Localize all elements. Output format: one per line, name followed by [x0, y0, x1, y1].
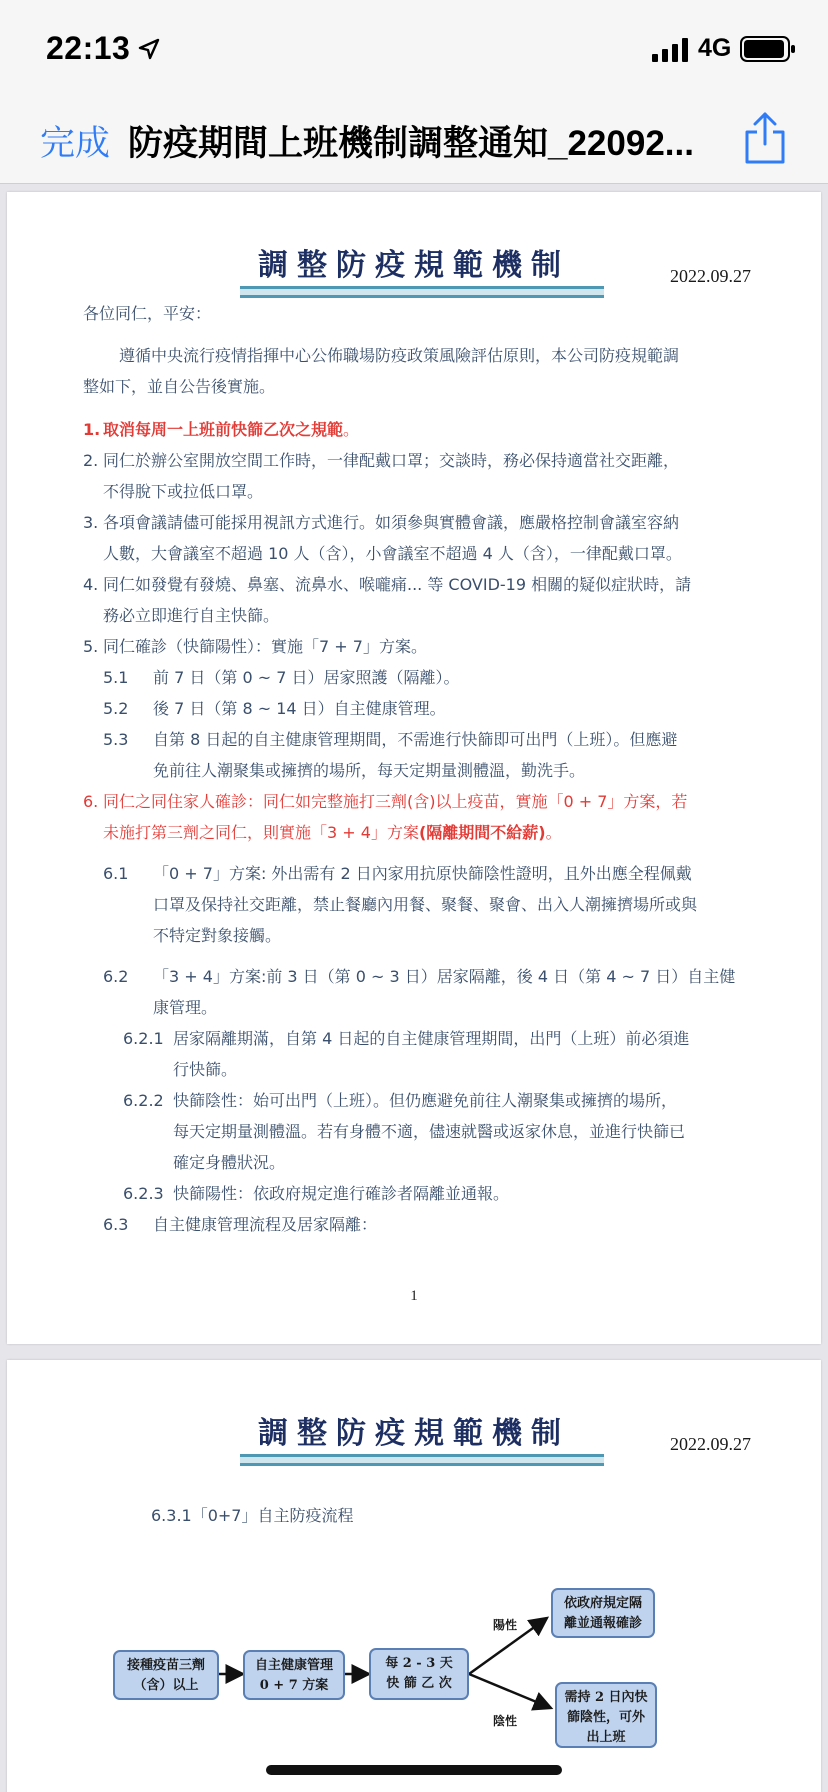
flow-step-text: 接種疫苗三劑: [126, 1658, 205, 1673]
subitem-number: 6.1: [103, 864, 129, 883]
item-number: 6.: [83, 792, 99, 811]
item-6-line-2: [103, 817, 562, 848]
flow-step-report-positive: [551, 1588, 655, 1638]
flow-step-text: 出上班: [586, 1730, 626, 1745]
subitem-5-3-line-1: 自第 8 日起的自主健康管理期間，不需進行快篩即可出門（上班）。但應避: [153, 730, 678, 749]
subitem-6-2-2-line-3: 確定身體狀況。: [173, 1153, 286, 1172]
location-arrow-icon: [138, 38, 160, 60]
document-date: 2022.09.27: [670, 1434, 751, 1454]
flow-subheading: 6.3.1「0+7」自主防疫流程: [151, 1506, 354, 1525]
flow-step-vaccinated: [113, 1650, 219, 1700]
item-6-end: 。: [545, 823, 562, 842]
subitem-6-2-2-line-1: 快篩陰性：始可出門（上班）。但仍應避免前往人潮聚集或擁擠的場所，: [173, 1091, 678, 1110]
subitem-number: 6.2.2: [123, 1091, 164, 1110]
flow-label-negative: 陰性: [493, 1714, 518, 1728]
page-title: 調整防疫規範機制: [258, 1416, 570, 1451]
flow-step-text: 離並通報確診: [563, 1616, 642, 1631]
subitem-6-3: 自主健康管理流程及居家隔離：: [153, 1215, 378, 1234]
flow-step-text: （含）以上: [133, 1678, 199, 1693]
subitem-number: 5.2: [103, 699, 129, 718]
subitem-5-3-line-2: 免前往人潮聚集或擁擠的場所，每天定期量測體溫，勤洗手。: [153, 761, 586, 780]
flow-step-text: 快 篩 乙 次: [386, 1676, 452, 1691]
item-1: [103, 414, 359, 445]
document-page-2: [7, 1360, 821, 1792]
home-indicator[interactable]: [266, 1765, 562, 1775]
flow-step-self-health: [243, 1650, 345, 1700]
document-page-1: [7, 192, 821, 1344]
subitem-6-1-line-2: 口罩及保持社交距離，禁止餐廳內用餐、聚餐、聚會、出入人潮擁擠場所或與: [153, 895, 698, 914]
status-time: 22:13: [46, 30, 131, 66]
item-2-line-2: 不得脫下或拉低口罩。: [103, 482, 264, 501]
item-6-line-2a: 未施打第三劑之同仁，則實施「3 + 4」方案: [103, 823, 419, 842]
subitem-6-1-line-3: 不特定對象接觸。: [153, 926, 282, 945]
subitem-number: 5.3: [103, 730, 129, 749]
subitem-number: 6.2: [103, 967, 129, 986]
subitem-6-2-3: 快篩陽性：依政府規定進行確診者隔離並通報。: [173, 1184, 510, 1203]
item-6-no-pay: (隔離期間不給薪): [418, 823, 546, 842]
intro-line-1: 遵循中央流行疫情指揮中心公佈職場防疫政策風險評估原則，本公司防疫規範調: [119, 346, 680, 365]
subitem-6-2-line-1: 「3 + 4」方案:前 3 日（第 0 ~ 3 日）居家隔離，後 4 日（第 4 ~ 7 日）自主健: [153, 967, 736, 986]
item-number: 3.: [83, 513, 99, 532]
flow-step-negative-go-out: [555, 1682, 657, 1748]
subitem-6-2-line-2: 康管理。: [153, 998, 218, 1017]
done-button[interactable]: 完成: [40, 124, 111, 163]
subitem-number: 5.1: [103, 668, 129, 687]
subitem-number: 6.2.3: [123, 1184, 164, 1203]
document-title: 防疫期間上班機制調整通知_22092...: [128, 124, 694, 163]
page-number: 1: [410, 1288, 418, 1304]
flow-step-text: 自主健康管理: [254, 1658, 333, 1673]
subitem-6-2-2-line-2: 每天定期量測體溫。若有身體不適，儘速就醫或返家休息，並進行快篩已: [173, 1122, 686, 1141]
status-bar: [0, 0, 828, 96]
flow-label-positive: 陽性: [493, 1618, 518, 1632]
battery-icon: [740, 36, 796, 62]
network-type: 4G: [698, 34, 732, 62]
item-6-line-1: 同仁之同住家人確診：同仁如完整施打三劑(含)以上疫苗，實施「0 + 7」方案，若: [103, 792, 688, 811]
document-date: 2022.09.27: [670, 266, 751, 286]
subitem-number: 6.2.1: [123, 1029, 164, 1048]
flow-step-text: 每 2 - 3 天: [385, 1656, 453, 1671]
subitem-5-2: 後 7 日（第 8 ~ 14 日）自主健康管理。: [153, 699, 446, 718]
flow-step-text: 篩陰性，可外: [566, 1710, 645, 1725]
flow-step-rapid-test: [369, 1648, 469, 1700]
flow-step-text: 需持 2 日內快: [564, 1690, 648, 1705]
flow-arrows: [7, 1360, 821, 1792]
cellular-signal-icon: [652, 38, 690, 62]
intro-line-2: 整如下，並自公告後實施。: [83, 377, 276, 396]
item-number: 2.: [83, 451, 99, 470]
greeting: 各位同仁，平安：: [83, 304, 212, 323]
title-underline: [240, 286, 604, 298]
share-icon[interactable]: [742, 110, 788, 166]
item-4-line-1: 同仁如發覺有發燒、鼻塞、流鼻水、喉嚨痛... 等 COVID-19 相關的疑似症狀時，請: [103, 575, 692, 594]
item-3-line-1: 各項會議請儘可能採用視訊方式進行。如須參與實體會議，應嚴格控制會議室容納: [103, 513, 680, 532]
item-1-text: 取消每周一上班前快篩乙次之規範: [103, 420, 344, 439]
flow-step-text: 依政府規定隔: [563, 1596, 642, 1611]
nav-bar: [0, 96, 828, 184]
item-number: 5.: [83, 637, 99, 656]
subitem-6-2-1-line-2: 行快篩。: [173, 1060, 238, 1079]
item-number: 1.: [83, 420, 101, 439]
item-number: 4.: [83, 575, 99, 594]
item-1-end: 。: [343, 420, 360, 439]
subitem-number: 6.3: [103, 1215, 129, 1234]
page-title: 調整防疫規範機制: [258, 248, 570, 283]
item-3-line-2: 人數，大會議室不超過 10 人（含），小會議室不超過 4 人（含），一律配戴口罩。: [103, 544, 682, 563]
item-5-line-1: 同仁確診（快篩陽性）：實施「7 + 7」方案。: [103, 637, 427, 656]
subitem-6-2-1-line-1: 居家隔離期滿，自第 4 日起的自主健康管理期間，出門（上班）前必須進: [173, 1029, 690, 1048]
item-2-line-1: 同仁於辦公室開放空間工作時，一律配戴口罩；交談時，務必保持適當社交距離，: [103, 451, 680, 470]
subitem-6-1-line-1: 「0 + 7」方案: 外出需有 2 日內家用抗原快篩陰性證明，且外出應全程佩戴: [153, 864, 692, 883]
item-4-line-2: 務必立即進行自主快篩。: [103, 606, 280, 625]
flow-step-text: 0 + 7 方案: [259, 1678, 329, 1693]
subitem-5-1: 前 7 日（第 0 ~ 7 日）居家照護（隔離）。: [153, 668, 460, 687]
